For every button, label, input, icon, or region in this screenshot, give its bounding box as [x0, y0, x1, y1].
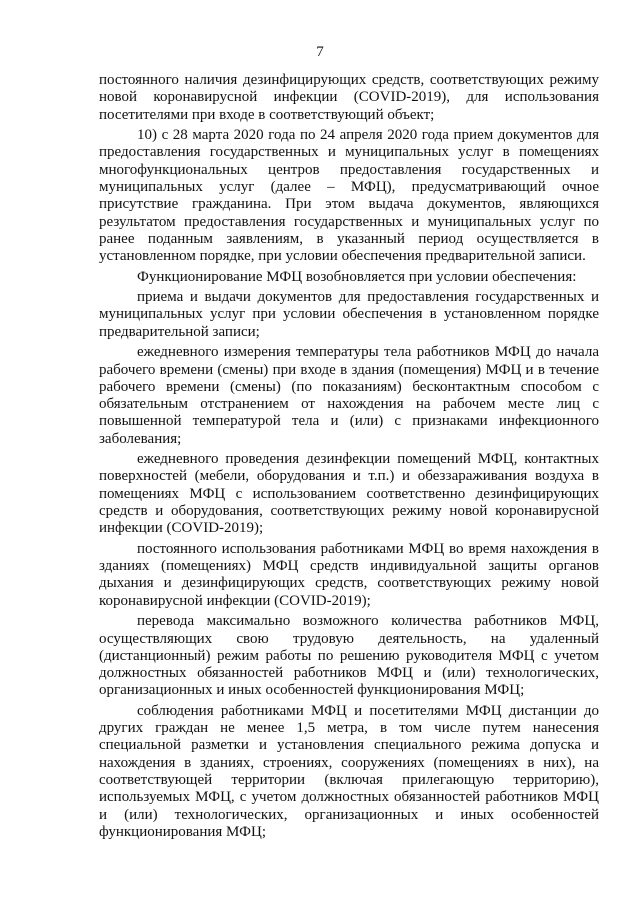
paragraph-remote-work: перевода максимально возможного количества работников МФЦ, осуществляющих свою трудовую деятельность, на удаленный (дистанционный) режим работы по решению руководителя МФЦ с учетом должностных обязанностей работников МФЦ и (или) технологических, организационных и иных особенностей функционирования МФЦ; — [99, 613, 599, 699]
paragraph-disinfection: ежедневного проведения дезинфекции помещений МФЦ, контактных поверхностей (мебели, оборудования и т.п.) и обеззараживания воздуха в помещениях МФЦ с использованием соответственно дезинфицирующих средств и оборудования, соответствующих режиму новой коронавирусной инфекции (COVID-2019); — [99, 451, 599, 537]
paragraph-social-distancing: соблюдения работниками МФЦ и посетителями МФЦ дистанции до других граждан не менее 1,5 метра, в том числе путем нанесения специальной разметки и установления специального режима допуска и нахождения в зданиях, строениях, сооружениях (помещениях в них), на соответствующей территории (включая прилегающую территорию), используемых МФЦ, с учетом должностных обязанностей работников МФЦ и (или) технологических, организационных и иных особенностей функционирования МФЦ; — [99, 702, 599, 840]
paragraph-continuation: постоянного наличия дезинфицирующих средств, соответствующих режиму новой коронавирусной инфекции (COVID-2019), для использования посетителями при входе в соответствующий объект; — [99, 72, 599, 123]
paragraph-document-reception: приема и выдачи документов для предоставления государственных и муниципальных услуг при условии обеспечения в установленном порядке предварительной записи; — [99, 289, 599, 340]
paragraph-item-10: 10) с 28 марта 2020 года по 24 апреля 2020 года прием документов для предоставления государственных и муниципальных услуг в помещениях многофункциональных центров предоставления государственных и муниципальных услуг (далее – МФЦ), предусматривающий очное присутствие гражданина. При этом выдача документов, являющихся результатом предоставления государственных и муниципальных услуг по ранее поданным заявлениям, в указанный период осуществляется в установленном порядке, при условии обеспечения предварительной записи. — [99, 127, 599, 265]
paragraph-protective-equipment: постоянного использования работниками МФЦ во время нахождения в зданиях (помещениях) МФЦ средств индивидуальной защиты органов дыхания и дезинфицирующих средств, соответствующих режиму новой коронавирусной инфекции (COVID-2019); — [99, 540, 599, 609]
document-body — [99, 72, 599, 841]
page-number: 7 — [316, 44, 324, 60]
paragraph-temperature-measurement: ежедневного измерения температуры тела работников МФЦ до начала рабочего времени (смены) при входе в здания (помещения) МФЦ и в течение рабочего времени (смены) (по показаниям) бесконтактным способом с обязательным отстранением от нахождения на рабочем месте лиц с повышенной температурой тела и (или) с признаками инфекционного заболевания; — [99, 344, 599, 447]
paragraph-mfc-resume-conditions: Функционирование МФЦ возобновляется при условии обеспечения: — [137, 268, 577, 285]
